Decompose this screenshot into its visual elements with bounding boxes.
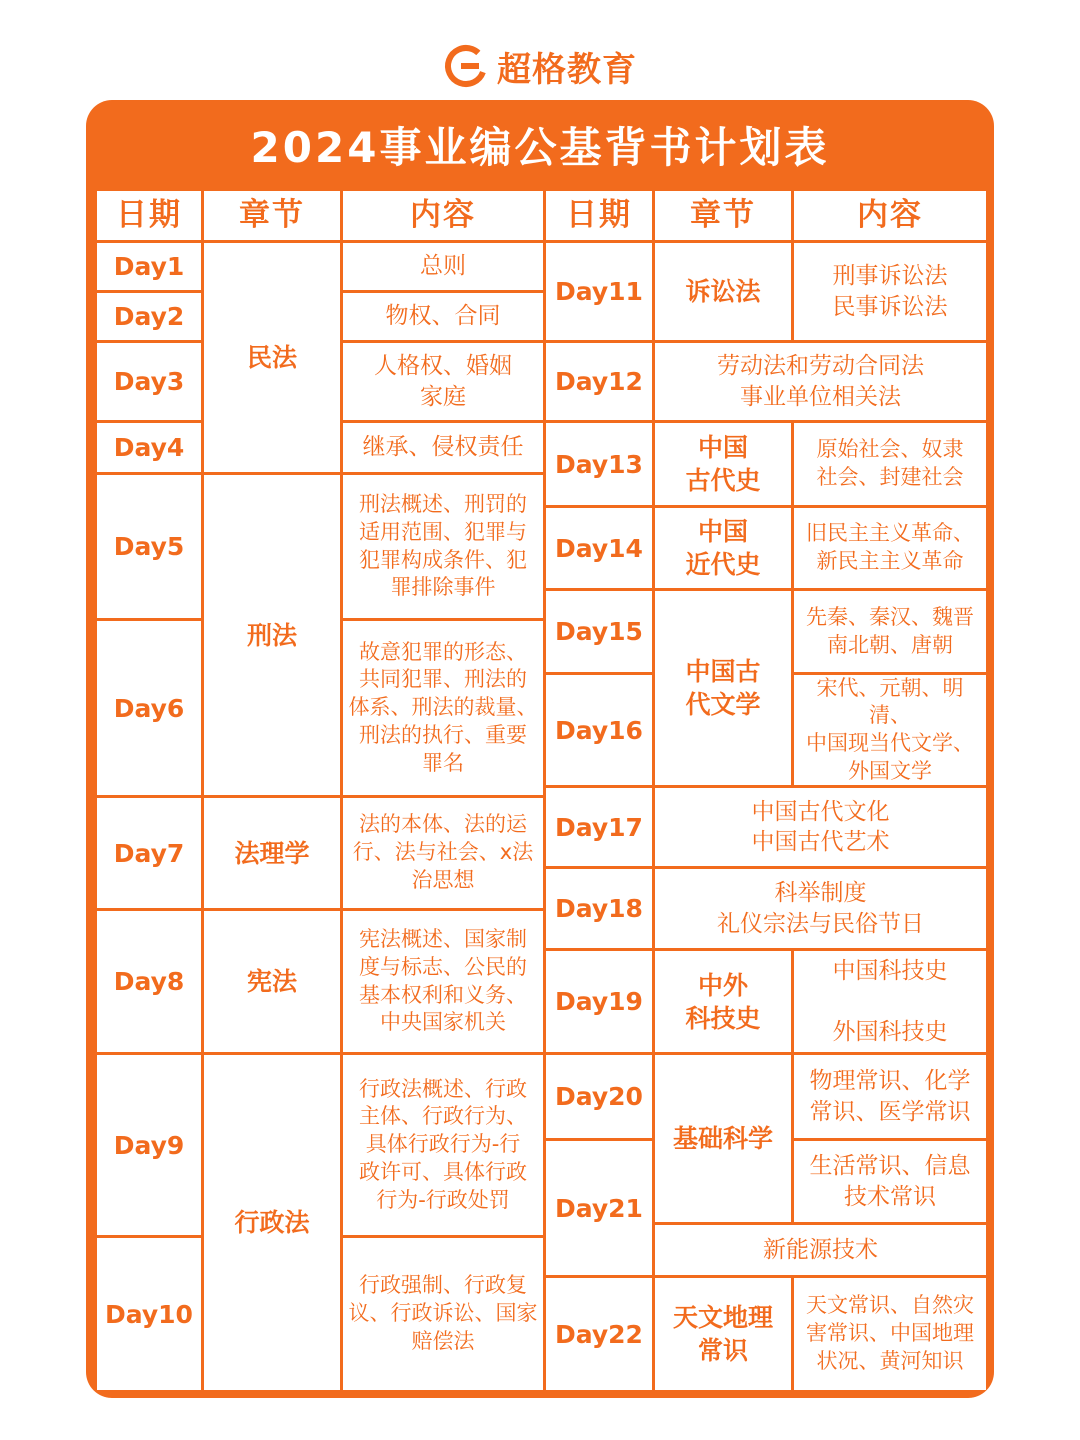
content-cell: 中国科技史 外国科技史 <box>794 951 986 1052</box>
day-label: Day3 <box>97 343 201 420</box>
chapter-cell: 中国 古代史 <box>655 423 791 505</box>
brand-g-logo-icon <box>443 43 489 89</box>
day-label: Day20 <box>546 1055 652 1138</box>
day-label: Day7 <box>97 798 201 908</box>
chapter-cell: 诉讼法 <box>655 243 791 340</box>
day-label: Day12 <box>546 343 652 420</box>
day-label: Day4 <box>97 423 201 472</box>
content-cell: 新能源技术 <box>655 1225 986 1275</box>
column-header: 章节 <box>655 191 791 240</box>
day-label: Day11 <box>546 243 652 340</box>
day-label: Day16 <box>546 675 652 785</box>
content-cell: 宪法概述、国家制 度与标志、公民的 基本权利和义务、 中央国家机关 <box>343 911 543 1052</box>
column-header: 日期 <box>546 191 652 240</box>
day-label: Day17 <box>546 788 652 866</box>
chapter-cell: 民法 <box>204 243 340 472</box>
content-cell: 刑事诉讼法 民事诉讼法 <box>794 243 986 340</box>
page-title: 2024事业编公基背书计划表 <box>250 123 830 172</box>
chapter-cell: 中外 科技史 <box>655 951 791 1052</box>
column-header: 日期 <box>97 191 201 240</box>
day-label: Day6 <box>97 621 201 795</box>
day-label: Day1 <box>97 243 201 290</box>
day-label: Day10 <box>97 1238 201 1390</box>
content-cell: 先秦、秦汉、魏晋 南北朝、唐朝 <box>794 591 986 672</box>
chapter-cell: 基础科学 <box>655 1055 791 1222</box>
day-label: Day13 <box>546 423 652 505</box>
brand-logo <box>0 40 1080 92</box>
content-cell: 故意犯罪的形态、 共同犯罪、刑法的 体系、刑法的裁量、 刑法的执行、重要 罪名 <box>343 621 543 795</box>
content-cell: 继承、侵权责任 <box>343 423 543 472</box>
content-cell: 行政强制、行政复 议、行政诉讼、国家 赔偿法 <box>343 1238 543 1390</box>
content-cell: 人格权、婚姻 家庭 <box>343 343 543 420</box>
chapter-cell: 中国古 代文学 <box>655 591 791 785</box>
content-cell: 物理常识、化学 常识、医学常识 <box>794 1055 986 1138</box>
content-cell: 总则 <box>343 243 543 290</box>
chapter-cell: 天文地理 常识 <box>655 1278 791 1390</box>
content-cell: 行政法概述、行政 主体、行政行为、 具体行政行为-行 政许可、具体行政 行为-行政处罚 <box>343 1055 543 1235</box>
day-label: Day5 <box>97 475 201 618</box>
column-header: 章节 <box>204 191 340 240</box>
content-cell: 刑法概述、刑罚的 适用范围、犯罪与 犯罪构成条件、犯 罪排除事件 <box>343 475 543 618</box>
content-cell: 中国古代文化 中国古代艺术 <box>655 788 986 866</box>
chapter-cell: 法理学 <box>204 798 340 908</box>
day-label: Day15 <box>546 591 652 672</box>
content-cell: 物权、合同 <box>343 293 543 340</box>
column-header: 内容 <box>794 191 986 240</box>
day-label: Day18 <box>546 869 652 948</box>
day-label: Day14 <box>546 508 652 588</box>
day-label: Day2 <box>97 293 201 340</box>
content-cell: 宋代、元朝、明清、 中国现当代文学、 外国文学 <box>794 675 986 785</box>
day-label: Day8 <box>97 911 201 1052</box>
content-cell: 法的本体、法的运 行、法与社会、x法 治思想 <box>343 798 543 908</box>
day-label: Day9 <box>97 1055 201 1235</box>
content-cell: 劳动法和劳动合同法 事业单位相关法 <box>655 343 986 420</box>
content-cell: 生活常识、信息 技术常识 <box>794 1141 986 1222</box>
day-label: Day19 <box>546 951 652 1052</box>
chapter-cell: 中国 近代史 <box>655 508 791 588</box>
chapter-cell: 宪法 <box>204 911 340 1052</box>
content-cell: 天文常识、自然灾 害常识、中国地理 状况、黄河知识 <box>794 1278 986 1390</box>
column-header: 内容 <box>343 191 543 240</box>
content-cell: 旧民主主义革命、 新民主主义革命 <box>794 508 986 588</box>
day-label: Day21 <box>546 1141 652 1275</box>
content-cell: 科举制度 礼仪宗法与民俗节日 <box>655 869 986 948</box>
day-label: Day22 <box>546 1278 652 1390</box>
brand-name: 超格教育 <box>497 49 637 90</box>
chapter-cell: 刑法 <box>204 475 340 795</box>
content-cell: 原始社会、奴隶 社会、封建社会 <box>794 423 986 505</box>
chapter-cell: 行政法 <box>204 1055 340 1390</box>
